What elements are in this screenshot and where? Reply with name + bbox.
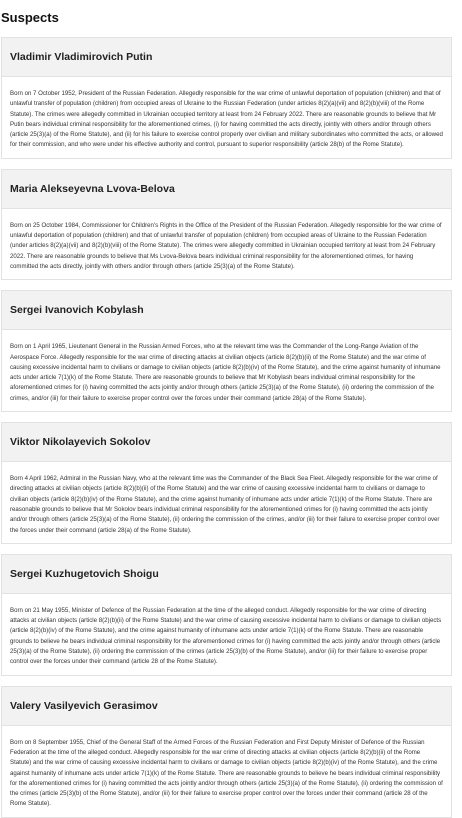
- suspect-card: [1, 422, 452, 544]
- suspect-description: Born on 21 May 1955, Minister of Defence of the Russian Federation at the time of the alleged conduct. Allegedly responsible for the war crime of directing attacks at civilian objects (article 8(2)(b)(ii) of the Rome Statute) and the war crime of causing excessive incidental harm to civilians or damage to civilian objects (article 8(2)(b)(iv) of the Rome Statute), and the crime against humanity of inhumane acts under article 7(1)(k) of the Rome Statute. There are reasonable grounds to believe he bears individual criminal responsibility for the aforementioned crimes for (i) having committed the acts jointly and/or through others (article 25(3)(a) of the Rome Statute), (ii) ordering the commission of the crimes (article 25(3)(b) of the Rome Statute), and/or (iii) for their failure to exercise proper control over the forces under their command (article 28 of the Rome Statute).: [10, 606, 442, 666]
- suspect-name: Viktor Nikolayevich Sokolov: [2, 423, 451, 462]
- suspect-name: Maria Alekseyevna Lvova-Belova: [2, 170, 451, 209]
- page-title: Suspects: [1, 10, 59, 25]
- suspect-name: Valery Vasilyevich Gerasimov: [2, 687, 451, 726]
- suspect-name: Sergei Ivanovich Kobylash: [2, 291, 451, 330]
- suspect-card: [1, 554, 452, 676]
- suspect-card: [1, 686, 452, 818]
- suspect-description: Born on 25 October 1984, Commissioner for Children's Rights in the Office of the President of the Russian Federation. Allegedly responsible for the war crime of unlawful deportation of population (children) and that of unlawful transfer of population (children) from occupied areas of Ukraine to the Russian Federation (under articles 8(2)(a)(vii) and 8(2)(b)(viii) of the Rome Statute). The crimes were allegedly committed in Ukrainian occupied territory at least from 24 February 2022. There are reasonable grounds to believe that Ms Lvova-Belova bears individual criminal responsibility for the aforementioned crimes, for having committed the acts directly, jointly with others and/or through others (article 25(3)(a) of the Rome Statute).: [10, 221, 442, 270]
- suspect-name: Sergei Kuzhugetovich Shoigu: [2, 555, 451, 594]
- suspect-card: [1, 290, 452, 412]
- suspect-card: [1, 169, 452, 280]
- suspect-card: [1, 37, 452, 159]
- suspect-description: Born on 8 September 1955, Chief of the General Staff of the Armed Forces of the Russian Federation and First Deputy Minister of Defence of the Russian Federation at the time of the alleged conduct. Allegedly responsible for the war crime of directing attacks at civilian objects (article 8(2)(b)(ii) of the Rome Statute) and the war crime of causing excessive incidental harm to civilians or damage to civilian objects (article 8(2)(b)(iv) of the Rome Statute), and the crime against humanity of inhumane acts under article 7(1)(k) of the Rome Statute. There are reasonable grounds to believe he bears individual criminal responsibility for the aforementioned crimes for (i) having committed the acts jointly and/or through others (article 25(3)(a) of the Rome Statute), (ii) ordering the commission of the crimes (article 25(3)(b) of the Rome Statute), and/or (iii) for their failure to exercise proper control over the forces under their command (article 28 of the Rome Statute).: [10, 738, 443, 808]
- suspect-description: Born on 1 April 1965, Lieutenant General in the Russian Armed Forces, who at the relevant time was the Commander of the Long-Range Aviation of the Aerospace Force. Allegedly responsible for the war crime of directing attacks at civilian objects (article 8(2)(b)(ii) of the Rome Statute) and the war crime of causing excessive incidental harm to civilians or damage to civilian objects (article 8(2)(b)(iv) of the Rome Statute), and the crime against humanity of inhumane acts under article 7(1)(k) of the Rome Statute. There are reasonable grounds to believe that Mr Kobylash bears individual criminal responsibility for the aforementioned crimes for (i) having committed the acts jointly and/or through others (article 25(3)(a) of the Rome Statute), (ii) ordering the commission of the crimes, and/or (iii) for their failure to exercise proper control over the forces under their command (article 28(a) of the Rome Statute).: [10, 343, 441, 402]
- suspect-description: Born 4 April 1962, Admiral in the Russian Navy, who at the relevant time was the Commander of the Black Sea Fleet. Allegedly responsible for the war crime of directing attacks at civilian objects (article 8(2)(b)(ii) of the Rome Statute) and the war crime of causing excessive incidental harm to civilians or damage to civilian objects (article 8(2)(b)(iv) of the Rome Statute), and the crime against humanity of inhumane acts under article 7(1)(k) of the Rome Statute. There are reasonable grounds to believe that Mr Sokolov bears individual criminal responsibility for the aforementioned crimes for (i) having committed the acts jointly and/or through others (article 25(3)(a) of the Rome Statute), (ii) ordering the commission of the crimes, and/or (iii) for their failure to exercise proper control over the forces under their command (article 28(a) of the Rome Statute).: [10, 475, 440, 534]
- suspect-description: Born on 7 October 1952, President of the Russian Federation. Allegedly responsible for the war crime of unlawful deportation of population (children) and that of unlawful transfer of population (children) from occupied areas of Ukraine to the Russian Federation (under articles 8(2)(a)(vii) and 8(2)(b)(viii) of the Rome Statute). The crimes were allegedly committed in Ukrainian occupied territory at least from 24 February 2022. There are reasonable grounds to believe that Mr Putin bears individual criminal responsibility for the aforementioned crimes, (i) for having committed the acts directly, jointly with others and/or through others (article 25(3)(a) of the Rome Statute), and (ii) for his failure to exercise control properly over civilian and military subordinates who committed the acts, or allowed for their commission, and who were under his effective authority and control, pursuant to superior responsibility (article 28(b) of the Rome Statute).: [10, 90, 443, 149]
- suspect-name: Vladimir Vladimirovich Putin: [2, 38, 451, 77]
